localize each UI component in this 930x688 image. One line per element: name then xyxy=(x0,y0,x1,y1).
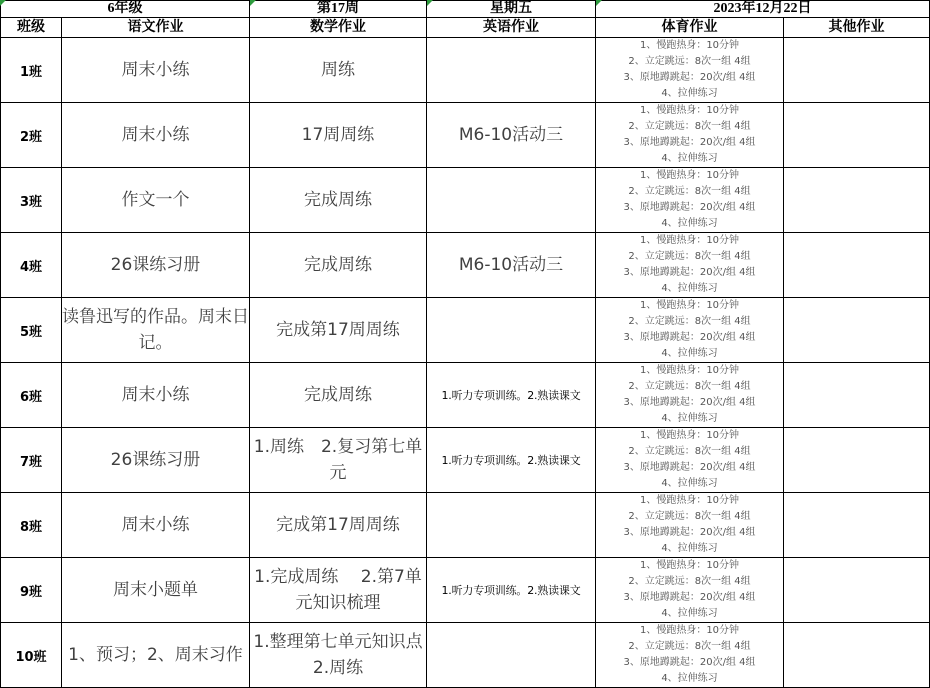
pe-homework-cell[interactable] xyxy=(596,38,784,103)
weekday-cell[interactable]: 星期五 xyxy=(427,1,596,18)
other-homework-cell[interactable] xyxy=(784,623,930,688)
other-homework-cell[interactable] xyxy=(784,38,930,103)
other-homework-cell[interactable] xyxy=(784,298,930,363)
english-homework-cell[interactable]: 1.听力专项训练。2.熟读课文 xyxy=(427,428,596,493)
cell-marker-icon xyxy=(250,0,256,6)
english-homework-cell[interactable]: M6-10活动三 xyxy=(427,233,596,298)
pe-line: 4、拉伸练习 xyxy=(661,218,718,229)
math-homework-cell[interactable]: 1.周练 2.复习第七单元 xyxy=(250,428,427,493)
class-cell[interactable]: 9班 xyxy=(1,558,62,623)
chinese-homework-cell[interactable]: 1、预习；2、周末习作 xyxy=(62,623,250,688)
header-pe[interactable]: 体育作业 xyxy=(596,18,784,38)
class-cell[interactable]: 4班 xyxy=(1,233,62,298)
cell-marker-icon xyxy=(596,0,602,6)
date-cell[interactable]: 2023年12月22日 xyxy=(596,1,930,18)
pe-homework-cell[interactable] xyxy=(596,623,784,688)
pe-line: 1、慢跑热身：10分钟 xyxy=(639,625,740,636)
pe-line: 1、慢跑热身：10分钟 xyxy=(639,365,740,376)
pe-line: 2、立定跳远：8次一组 4组 xyxy=(628,641,751,652)
other-homework-cell[interactable] xyxy=(784,493,930,558)
pe-line: 1、慢跑热身：10分钟 xyxy=(639,430,740,441)
math-homework-cell[interactable]: 1.整理第七单元知识点 2.周练 xyxy=(250,623,427,688)
pe-line: 4、拉伸练习 xyxy=(661,413,718,424)
pe-line: 1、慢跑热身：10分钟 xyxy=(639,105,740,116)
pe-line: 2、立定跳远：8次一组 4组 xyxy=(628,186,751,197)
class-cell[interactable]: 2班 xyxy=(1,103,62,168)
english-homework-cell[interactable] xyxy=(427,493,596,558)
pe-homework-cell[interactable] xyxy=(596,103,784,168)
table-row xyxy=(1,623,930,688)
other-homework-cell[interactable] xyxy=(784,168,930,233)
pe-homework-cell[interactable] xyxy=(596,168,784,233)
class-cell[interactable]: 5班 xyxy=(1,298,62,363)
math-homework-cell[interactable]: 完成第17周周练 xyxy=(250,493,427,558)
pe-line: 2、立定跳远：8次一组 4组 xyxy=(628,381,751,392)
pe-line: 3、原地蹲跳起：20次/组 4组 xyxy=(623,137,756,148)
header-class[interactable]: 班级 xyxy=(1,18,62,38)
pe-homework-cell[interactable] xyxy=(596,493,784,558)
chinese-homework-cell[interactable]: 周末小题单 xyxy=(62,558,250,623)
chinese-homework-cell[interactable]: 周末小练 xyxy=(62,363,250,428)
table-row xyxy=(1,493,930,558)
grade-cell[interactable]: 6年级 xyxy=(1,1,250,18)
english-homework-cell[interactable]: M6-10活动三 xyxy=(427,103,596,168)
chinese-homework-cell[interactable]: 26课练习册 xyxy=(62,428,250,493)
pe-line: 4、拉伸练习 xyxy=(661,153,718,164)
pe-line: 1、慢跑热身：10分钟 xyxy=(639,170,740,181)
pe-homework-cell[interactable] xyxy=(596,363,784,428)
table-row xyxy=(1,233,930,298)
week-cell[interactable]: 第17周 xyxy=(250,1,427,18)
pe-line: 4、拉伸练习 xyxy=(661,478,718,489)
title-row xyxy=(1,1,930,18)
chinese-homework-cell[interactable]: 周末小练 xyxy=(62,103,250,168)
other-homework-cell[interactable] xyxy=(784,428,930,493)
table-row xyxy=(1,168,930,233)
english-homework-cell[interactable] xyxy=(427,623,596,688)
other-homework-cell[interactable] xyxy=(784,558,930,623)
pe-line: 4、拉伸练习 xyxy=(661,608,718,619)
pe-line: 3、原地蹲跳起：20次/组 4组 xyxy=(623,592,756,603)
math-homework-cell[interactable]: 周练 xyxy=(250,38,427,103)
table-row xyxy=(1,38,930,103)
english-homework-cell[interactable]: 1.听力专项训练。2.熟读课文 xyxy=(427,558,596,623)
math-homework-cell[interactable]: 完成周练 xyxy=(250,363,427,428)
pe-homework-cell[interactable] xyxy=(596,233,784,298)
class-cell[interactable]: 6班 xyxy=(1,363,62,428)
pe-line: 3、原地蹲跳起：20次/组 4组 xyxy=(623,462,756,473)
math-homework-cell[interactable]: 完成周练 xyxy=(250,168,427,233)
chinese-homework-cell[interactable]: 作文一个 xyxy=(62,168,250,233)
pe-line: 2、立定跳远：8次一组 4组 xyxy=(628,316,751,327)
pe-line: 2、立定跳远：8次一组 4组 xyxy=(628,121,751,132)
pe-line: 2、立定跳远：8次一组 4组 xyxy=(628,511,751,522)
pe-line: 4、拉伸练习 xyxy=(661,673,718,684)
header-english[interactable]: 英语作业 xyxy=(427,18,596,38)
chinese-homework-cell[interactable]: 周末小练 xyxy=(62,38,250,103)
pe-line: 3、原地蹲跳起：20次/组 4组 xyxy=(623,397,756,408)
pe-line: 1、慢跑热身：10分钟 xyxy=(639,495,740,506)
cell-marker-icon xyxy=(427,0,433,6)
pe-homework-cell[interactable] xyxy=(596,298,784,363)
header-row xyxy=(1,18,930,38)
header-math[interactable]: 数学作业 xyxy=(250,18,427,38)
math-homework-cell[interactable]: 完成周练 xyxy=(250,233,427,298)
pe-line: 2、立定跳远：8次一组 4组 xyxy=(628,446,751,457)
other-homework-cell[interactable] xyxy=(784,363,930,428)
header-chinese[interactable]: 语文作业 xyxy=(62,18,250,38)
other-homework-cell[interactable] xyxy=(784,233,930,298)
pe-line: 4、拉伸练习 xyxy=(661,543,718,554)
other-homework-cell[interactable] xyxy=(784,103,930,168)
math-homework-cell[interactable]: 1.完成周练 2.第7单元知识梳理 xyxy=(250,558,427,623)
pe-line: 2、立定跳远：8次一组 4组 xyxy=(628,56,751,67)
class-cell[interactable]: 1班 xyxy=(1,38,62,103)
chinese-homework-cell[interactable]: 读鲁迅写的作品。周末日记。 xyxy=(62,298,250,363)
table-row xyxy=(1,298,930,363)
table-row xyxy=(1,103,930,168)
table-row xyxy=(1,558,930,623)
pe-line: 3、原地蹲跳起：20次/组 4组 xyxy=(623,72,756,83)
pe-line: 3、原地蹲跳起：20次/组 4组 xyxy=(623,267,756,278)
cell-marker-icon xyxy=(0,0,6,6)
pe-line: 1、慢跑热身：10分钟 xyxy=(639,300,740,311)
pe-line: 4、拉伸练习 xyxy=(661,88,718,99)
pe-line: 1、慢跑热身：10分钟 xyxy=(639,235,740,246)
pe-line: 4、拉伸练习 xyxy=(661,283,718,294)
pe-line: 3、原地蹲跳起：20次/组 4组 xyxy=(623,202,756,213)
chinese-homework-cell[interactable]: 26课练习册 xyxy=(62,233,250,298)
english-homework-cell[interactable] xyxy=(427,168,596,233)
pe-line: 2、立定跳远：8次一组 4组 xyxy=(628,576,751,587)
pe-line: 1、慢跑热身：10分钟 xyxy=(639,560,740,571)
header-other[interactable]: 其他作业 xyxy=(784,18,930,38)
english-homework-cell[interactable] xyxy=(427,38,596,103)
pe-line: 3、原地蹲跳起：20次/组 4组 xyxy=(623,332,756,343)
class-cell[interactable]: 10班 xyxy=(1,623,62,688)
pe-homework-cell[interactable] xyxy=(596,428,784,493)
pe-line: 3、原地蹲跳起：20次/组 4组 xyxy=(623,527,756,538)
class-cell[interactable]: 7班 xyxy=(1,428,62,493)
chinese-homework-cell[interactable]: 周末小练 xyxy=(62,493,250,558)
pe-line: 1、慢跑热身：10分钟 xyxy=(639,40,740,51)
math-homework-cell[interactable]: 17周周练 xyxy=(250,103,427,168)
pe-homework-cell[interactable] xyxy=(596,558,784,623)
pe-line: 4、拉伸练习 xyxy=(661,348,718,359)
math-homework-cell[interactable]: 完成第17周周练 xyxy=(250,298,427,363)
table-row xyxy=(1,363,930,428)
pe-line: 2、立定跳远：8次一组 4组 xyxy=(628,251,751,262)
class-cell[interactable]: 8班 xyxy=(1,493,62,558)
pe-line: 3、原地蹲跳起：20次/组 4组 xyxy=(623,657,756,668)
english-homework-cell[interactable]: 1.听力专项训练。2.熟读课文 xyxy=(427,363,596,428)
class-cell[interactable]: 3班 xyxy=(1,168,62,233)
table-row xyxy=(1,428,930,493)
english-homework-cell[interactable] xyxy=(427,298,596,363)
